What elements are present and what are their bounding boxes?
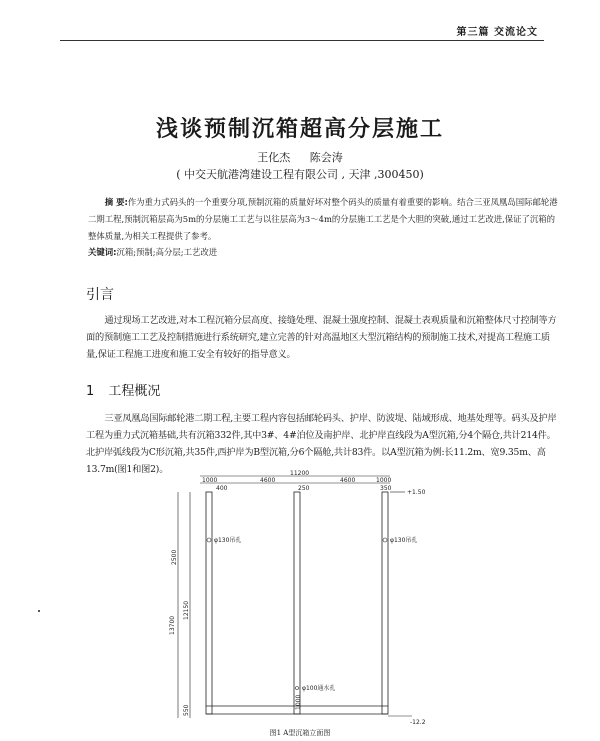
abstract-text: 作为重力式码头的一个重要分项,预制沉箱的质量好坏对整个码头的质量有着重要的影响。结合三亚凤凰岛国际邮轮港二期工程,预制沉箱层高为5m的分层施工工艺与以往层高为3～4m的分层施工工艺是个大胆的突破,通过工艺改进,保证了沉箱的整体质量,为相关工程提供了参考。: [88, 197, 558, 241]
keywords-text: 沉箱;预制;高分层;工艺改进: [116, 247, 218, 257]
dim-2500: 2500: [171, 549, 178, 565]
dim-wall-left: 1000: [202, 477, 218, 484]
scan-speck: [38, 610, 40, 612]
dim-wall-right: 1000: [376, 477, 392, 484]
affiliation: ( 中交天航港湾建设工程有限公司 , 天津 ,300450): [176, 168, 424, 181]
hoist-hole-right-label: φ130吊孔: [390, 537, 418, 544]
authors: [0, 149, 600, 165]
keywords-label: 关键词:: [88, 247, 117, 257]
dim-400: 400: [216, 485, 228, 492]
elev-bottom: -12.2: [410, 719, 426, 726]
header-rule: [60, 40, 544, 41]
keywords: [88, 246, 558, 258]
dim-550: 550: [183, 704, 190, 716]
article-title: 浅谈预制沉箱超高分层施工: [155, 116, 444, 142]
intro-heading: 引言: [86, 287, 114, 303]
figure-caption: 图1 A型沉箱立面图: [269, 729, 331, 737]
section1-paragraph: 三亚凤凰岛国际邮轮港二期工程,主要工程内容包括邮轮码头、护岸、防波堤、陆域形成、地基处理等。码头及护岸工程为重力式沉箱基础,共有沉箱332件,其中3#、4#泊位及南护岸、北护岸直线段为A型沉箱,分4个隔仓,共计214件。北护岸弧线段为C形沉箱,共35件,西护岸为B型沉箱,分6个隔舱,共计83件。以A型沉箱为例:长11.2m、宽9.35m、高13.7m(图1和图2)。: [86, 413, 557, 475]
hoist-hole-left-label: φ130吊孔: [214, 537, 242, 544]
abstract-label: 摘 要:: [104, 197, 128, 207]
dim-cell-2: 4600: [340, 477, 356, 484]
abstract: [88, 194, 558, 245]
elev-top: +1.50: [407, 489, 426, 496]
dim-12150: 12150: [183, 600, 190, 620]
section1-heading: 1 工程概况: [86, 384, 161, 399]
author-1: 王化杰: [257, 151, 291, 164]
dim-cell-1: 4600: [260, 477, 276, 484]
dim-1000: 1000: [295, 694, 302, 710]
intro-paragraph: 通过现场工艺改进,对本工程沉箱分层高度、接缝处理、混凝土强度控制、混凝土表观质量和沉箱整体尺寸控制等方面的预制施工工艺及控制措施进行系统研究,建立完善的针对高温地区大型沉箱结构的预制施工技术,对提高工程施工质量,保证工程施工进度和施工安全有较好的指导意义。: [86, 315, 557, 360]
dim-total-width: 11200: [290, 470, 310, 477]
caisson-elevation-figure: [150, 470, 450, 734]
dim-13700: 13700: [169, 615, 176, 635]
author-2: 陈会涛: [309, 151, 343, 164]
page-header: 第三篇 交流论文: [456, 27, 538, 38]
dim-250: 250: [298, 485, 310, 492]
dim-350: 350: [380, 485, 392, 492]
drain-hole-label: φ100通水孔: [302, 685, 336, 692]
